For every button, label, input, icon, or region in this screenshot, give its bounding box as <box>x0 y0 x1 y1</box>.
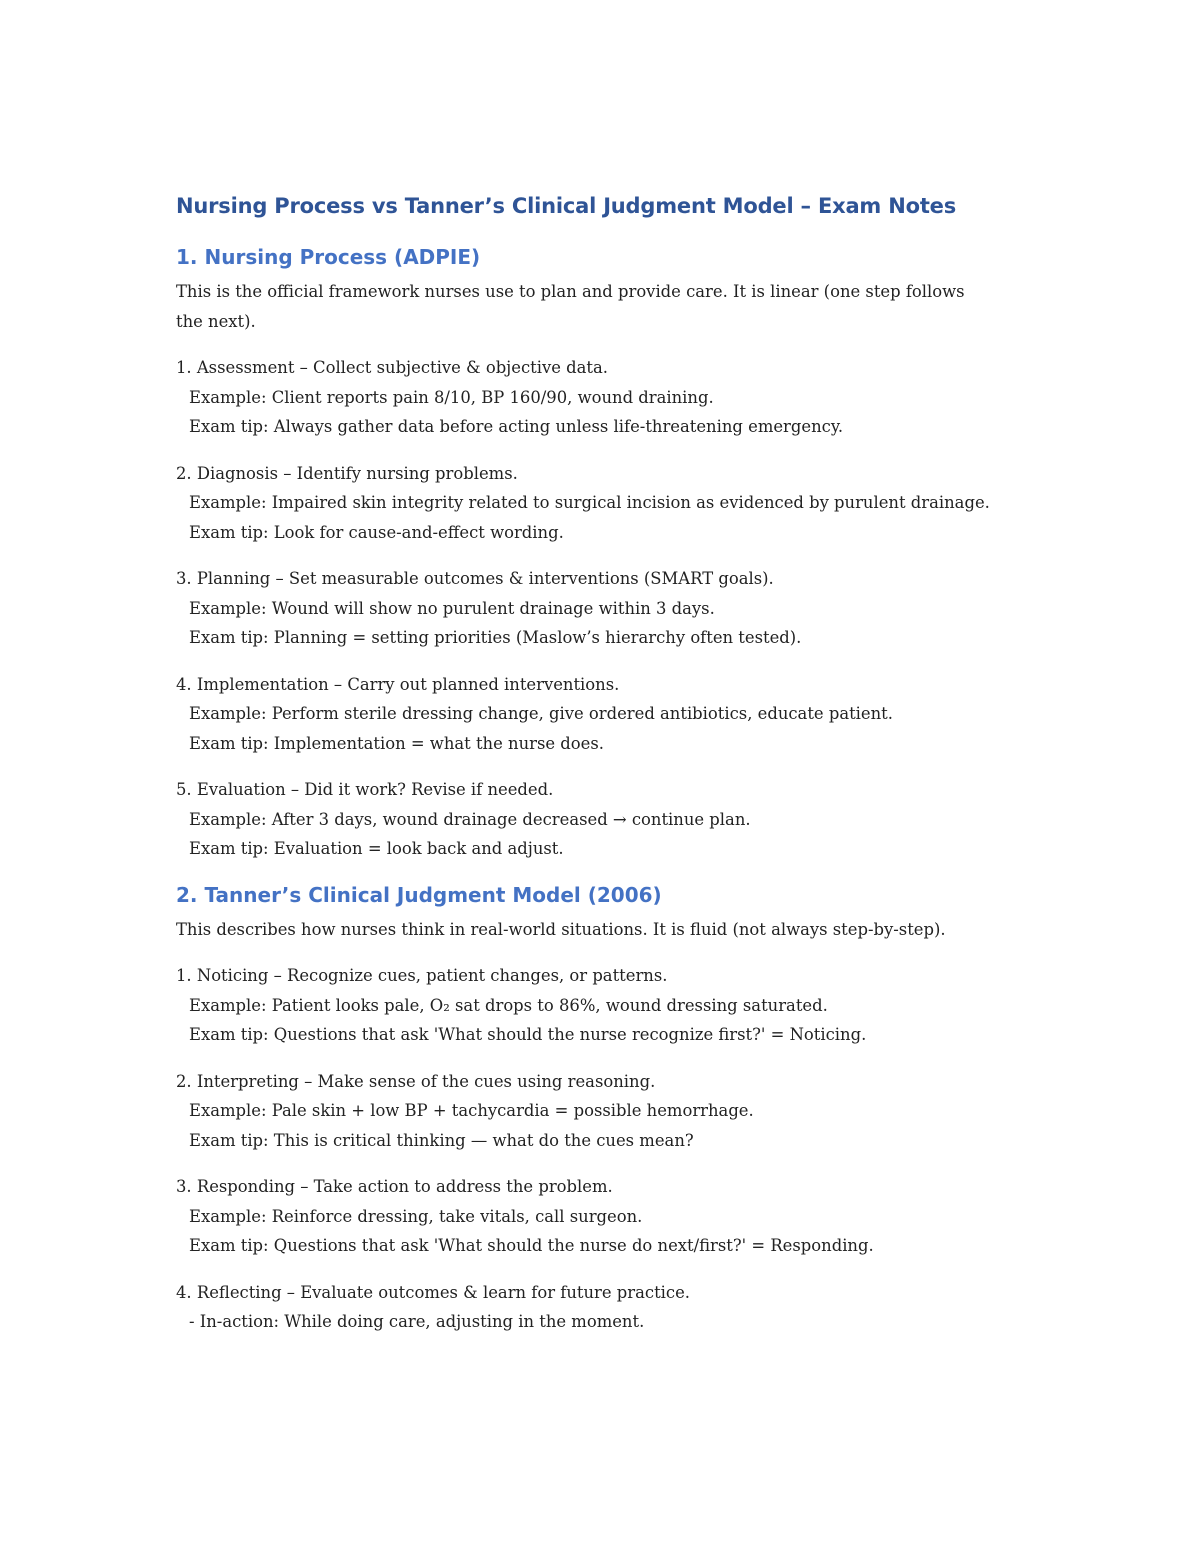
section-heading: 1. Nursing Process (ADPIE) <box>176 245 481 269</box>
step-exam-tip: Exam tip: Always gather data before acting unless life-threatening emergency. <box>189 417 844 436</box>
step-implementation <box>176 670 996 759</box>
step-exam-tip: Exam tip: Look for cause-and-effect wording. <box>189 522 564 542</box>
step-exam-tip: Exam tip: Implementation = what the nurse does. <box>189 733 604 753</box>
step-planning <box>176 564 996 653</box>
step-title: 5. Evaluation – Did it work? Revise if needed. <box>176 780 554 799</box>
step-exam-tip: Exam tip: Evaluation = look back and adjust. <box>189 839 564 858</box>
step-assessment <box>176 353 996 442</box>
section-intro: This describes how nurses think in real-world situations. It is fluid (not always step-by-step). <box>176 919 946 939</box>
document-body <box>176 191 996 1354</box>
step-evaluation <box>176 775 996 864</box>
step-example: Example: Impaired skin integrity related to surgical incision as evidenced by purulent drainage. <box>189 493 990 512</box>
step-title: 1. Noticing – Recognize cues, patient changes, or patterns. <box>176 966 668 985</box>
step-exam-tip: Exam tip: Questions that ask 'What should the nurse recognize first?' = Noticing. <box>189 1025 867 1044</box>
step-responding <box>176 1172 996 1261</box>
step-title: 3. Planning – Set measurable outcomes & interventions (SMART goals). <box>176 569 774 588</box>
step-interpreting <box>176 1067 996 1156</box>
step-title: 4. Reflecting – Evaluate outcomes & learn for future practice. <box>176 1282 690 1302</box>
step-title: 4. Implementation – Carry out planned interventions. <box>176 674 620 694</box>
step-exam-tip: Exam tip: This is critical thinking — what do the cues mean? <box>189 1130 694 1150</box>
step-title: 2. Interpreting – Make sense of the cues using reasoning. <box>176 1071 656 1091</box>
section-intro: This is the official framework nurses use to plan and provide care. It is linear (one step follows the next). <box>176 282 965 331</box>
step-example: Example: Client reports pain 8/10, BP 160/90, wound draining. <box>189 387 714 407</box>
step-exam-tip: Exam tip: Questions that ask 'What should the nurse do next/first?' = Responding. <box>189 1236 874 1255</box>
step-diagnosis <box>176 459 996 548</box>
section-nursing-process <box>176 243 996 864</box>
step-example: Example: After 3 days, wound drainage decreased → continue plan. <box>189 809 751 829</box>
step-noticing <box>176 961 996 1050</box>
section-heading: 2. Tanner’s Clinical Judgment Model (2006) <box>176 882 662 907</box>
document-title: Nursing Process vs Tanner’s Clinical Judgment Model – Exam Notes <box>176 194 957 218</box>
step-exam-tip: Exam tip: Planning = setting priorities (Maslow’s hierarchy often tested). <box>189 628 802 647</box>
step-example: Example: Reinforce dressing, take vitals, call surgeon. <box>189 1206 643 1226</box>
section-tanner-model <box>176 881 996 1337</box>
step-title: 1. Assessment – Collect subjective & objective data. <box>176 358 608 377</box>
step-example: Example: Wound will show no purulent drainage within 3 days. <box>189 598 715 618</box>
step-example: Example: Pale skin + low BP + tachycardia = possible hemorrhage. <box>189 1101 754 1120</box>
step-in-action: - In-action: While doing care, adjusting in the moment. <box>189 1312 645 1331</box>
step-title: 3. Responding – Take action to address the problem. <box>176 1177 613 1196</box>
step-reflecting <box>176 1278 996 1337</box>
step-example: Example: Perform sterile dressing change, give ordered antibiotics, educate patient. <box>189 704 893 723</box>
step-example: Example: Patient looks pale, O₂ sat drops to 86%, wound dressing saturated. <box>189 995 828 1015</box>
step-title: 2. Diagnosis – Identify nursing problems. <box>176 463 518 483</box>
